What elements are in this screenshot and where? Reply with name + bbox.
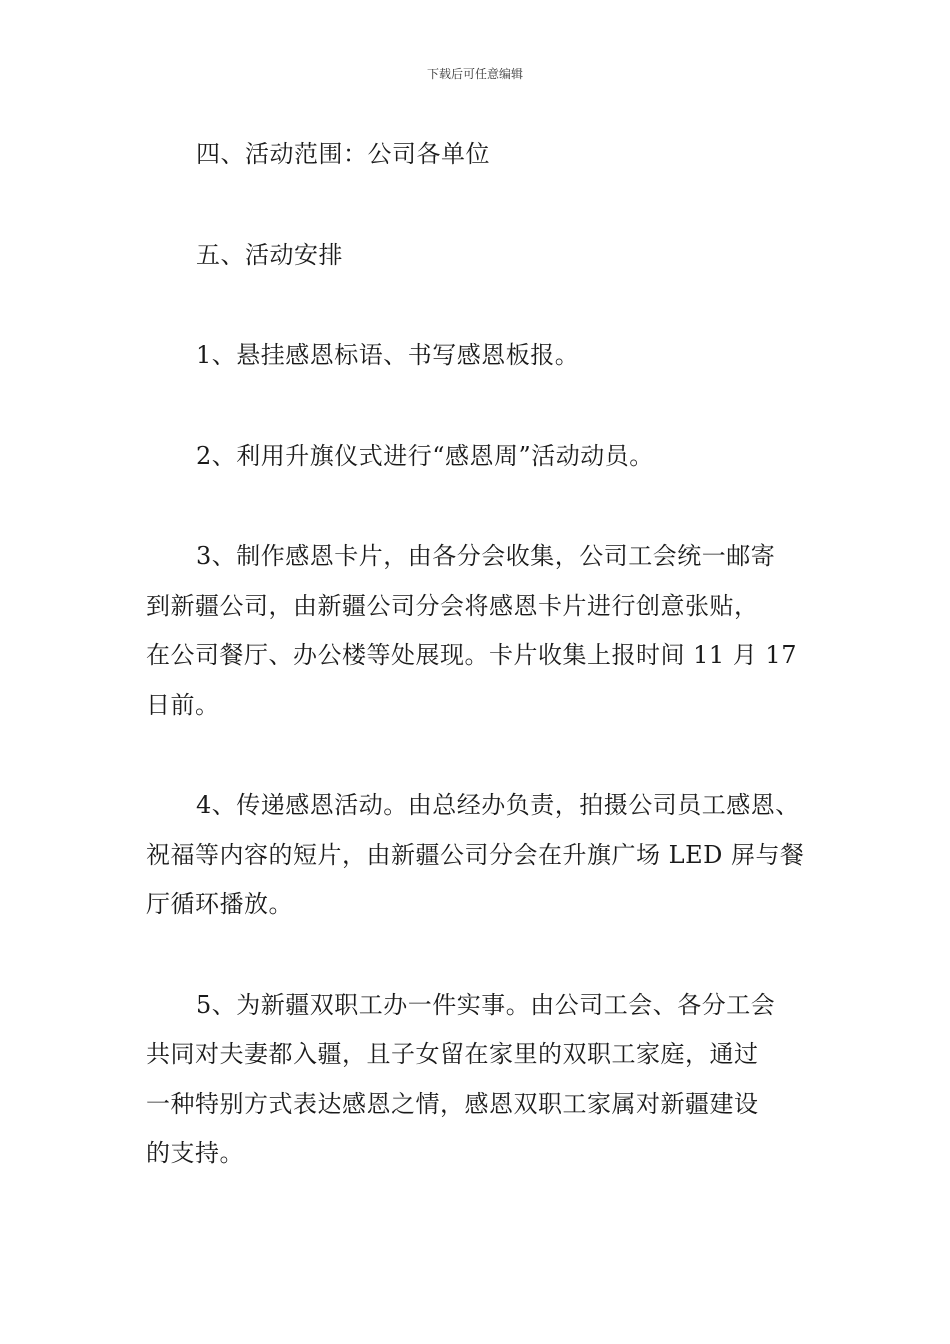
paragraph-item-4 <box>146 781 806 930</box>
paragraph-item-1 <box>146 331 806 381</box>
paragraph-line: 到新疆公司，由新疆公司分会将感恩卡片进行创意张贴， <box>146 591 759 620</box>
paragraph-line: 四、活动范围：公司各单位 <box>196 140 490 168</box>
paragraph-line: 4、传递感恩活动。由总经办负责，拍摄公司员工感恩、 <box>196 791 800 819</box>
paragraph-line: 一种特别方式表达感恩之情，感恩双职工家属对新疆建设 <box>146 1089 759 1118</box>
paragraph-item-3 <box>146 532 806 730</box>
page-header: 下载后可任意编辑 <box>426 67 523 81</box>
paragraph-line: 5、为新疆双职工办一件实事。由公司工会、各分工会 <box>196 990 776 1019</box>
paragraph-line: 3、制作感恩卡片，由各分会收集，公司工会统一邮寄 <box>196 542 776 570</box>
paragraph-line: 的支持。 <box>146 1139 244 1167</box>
paragraph-line: 2、利用升旗仪式进行“感恩周”活动动员。 <box>196 441 654 470</box>
document-body <box>146 130 806 1230</box>
paragraph-line: 厅循环播放。 <box>146 890 293 918</box>
paragraph-scope <box>146 130 806 180</box>
paragraph-line: 祝福等内容的短片，由新疆公司分会在升旗广场 LED 屏与餐 <box>146 840 805 869</box>
paragraph-item-5 <box>146 981 806 1179</box>
paragraph-line: 在公司餐厅、办公楼等处展现。卡片收集上报时间 11 月 17 <box>146 641 797 669</box>
paragraph-line: 1、悬挂感恩标语、书写感恩板报。 <box>196 341 580 369</box>
paragraph-line: 共同对夫妻都入疆，且子女留在家里的双职工家庭，通过 <box>146 1040 759 1068</box>
paragraph-line: 日前。 <box>146 690 220 719</box>
paragraph-item-2 <box>146 432 806 482</box>
paragraph-arrangement-heading <box>146 231 806 281</box>
paragraph-line: 五、活动安排 <box>196 240 343 269</box>
